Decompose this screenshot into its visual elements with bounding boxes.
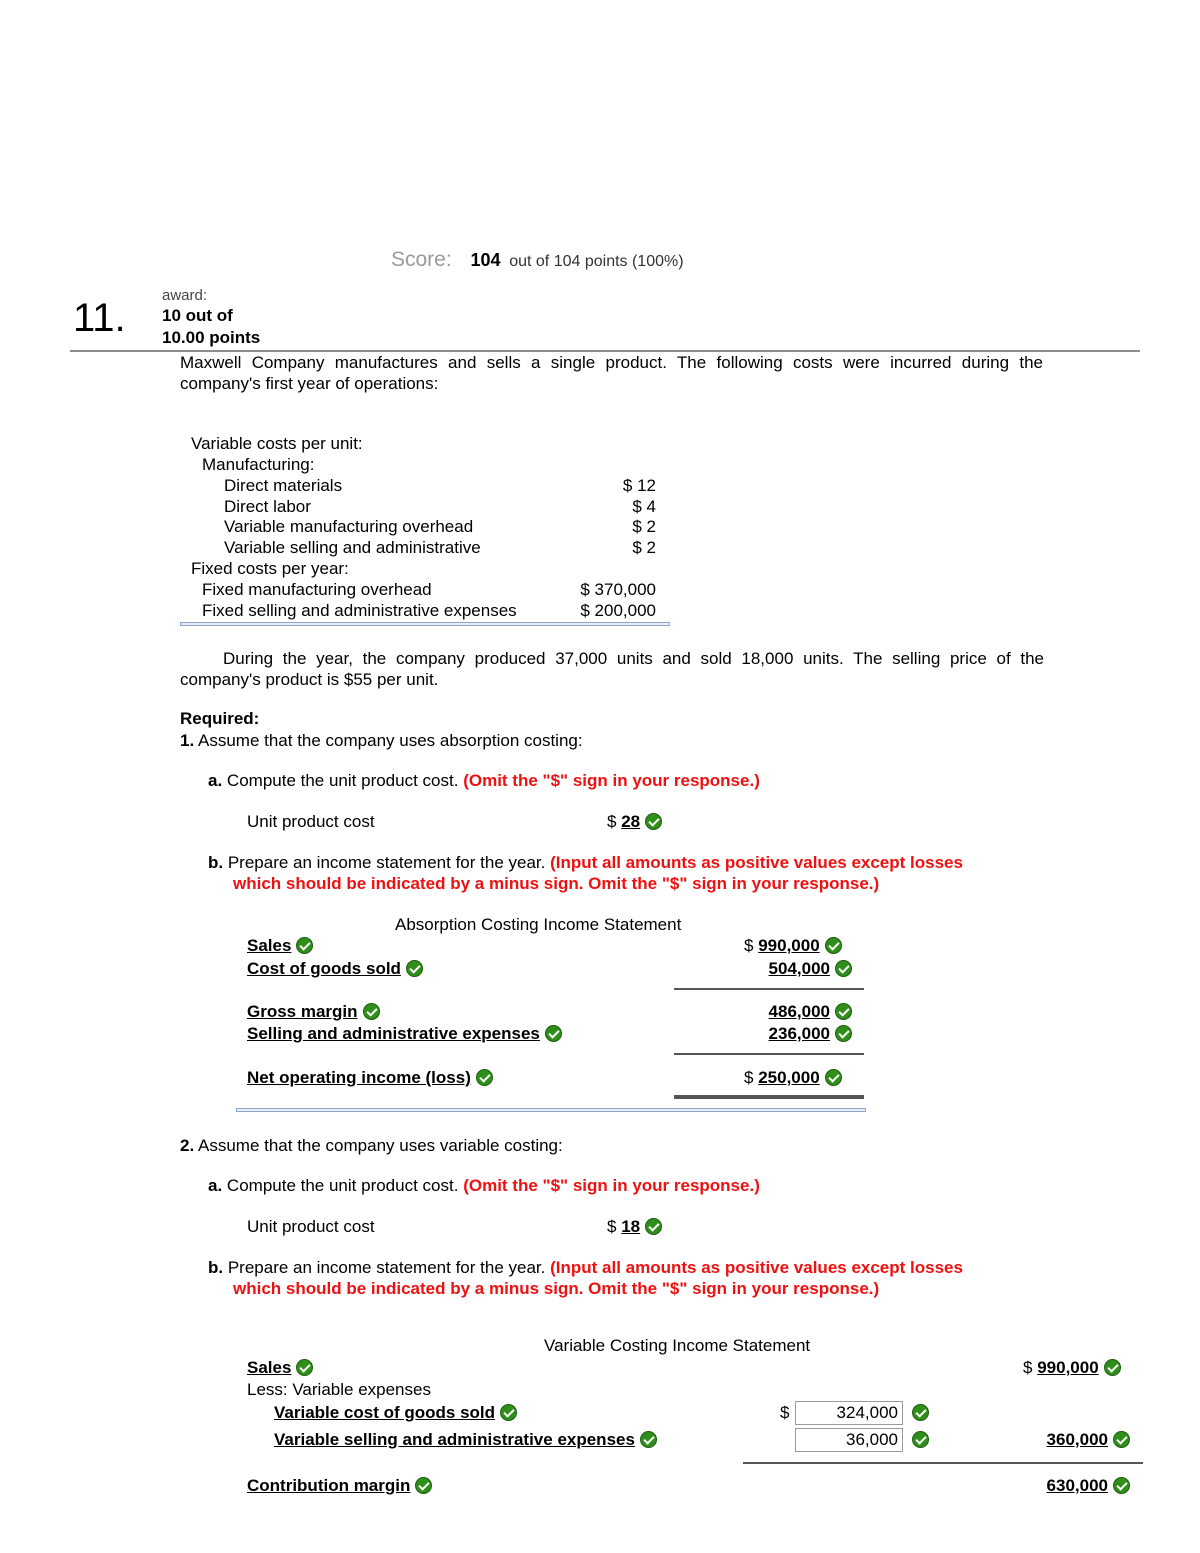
intro-text: Maxwell Company manufactures and sells a single product. The following costs were incurred during the company's first year of operations: [180, 353, 1043, 393]
required-heading: Required: [180, 709, 260, 728]
var-vcogs-label: Variable cost of goods sold [274, 1403, 496, 1422]
cost-value-var-mfg-overhead: $ 2 [632, 517, 656, 536]
abs-sga-label: Selling and administrative expenses [247, 1024, 540, 1043]
var-sales-row [247, 1358, 313, 1378]
var-subtotal-line [743, 1462, 1143, 1464]
check-icon [545, 1025, 562, 1042]
abs-sales-dollar: $ [744, 936, 754, 955]
part1-number: 1. [180, 731, 195, 750]
part2a-text: Compute the unit product cost. [226, 1176, 459, 1195]
var-vcogs-check [907, 1403, 929, 1423]
part2b-note2: which should be indicated by a minus sign. Omit the "$" sign in your response.) [233, 1279, 880, 1298]
abs-sales-row [247, 936, 313, 956]
var-cm-label: Contribution margin [247, 1476, 411, 1495]
var-vsga-input[interactable]: 36,000 [795, 1428, 903, 1452]
abs-noi-dollar: $ [744, 1068, 754, 1087]
check-icon [825, 937, 842, 954]
abs-gross-value: 486,000 [768, 1002, 830, 1021]
check-icon [500, 1404, 517, 1421]
check-icon [825, 1069, 842, 1086]
var-total-amount [980, 1430, 1130, 1450]
check-icon [296, 1359, 313, 1376]
score-label: Score: [391, 248, 452, 271]
cost-label-var-mfg-overhead: Variable manufacturing overhead [224, 517, 474, 536]
var-sales-dollar: $ [1023, 1358, 1033, 1377]
cost-label-direct-labor: Direct labor [224, 497, 311, 516]
abs-total-double-line [674, 1095, 864, 1099]
abs-sga-value: 236,000 [768, 1024, 830, 1043]
cost-label-direct-materials: Direct materials [224, 476, 343, 495]
check-icon [912, 1404, 929, 1421]
var-sales-value: 990,000 [1037, 1358, 1099, 1377]
part2-text: Assume that the company uses variable costing: [197, 1136, 563, 1155]
part1a-letter: a. [208, 771, 223, 790]
var-cm-value: 630,000 [1046, 1476, 1108, 1495]
part2-number: 2. [180, 1136, 195, 1155]
part1b-text: Prepare an income statement for the year. [227, 853, 546, 872]
part1b-note2: which should be indicated by a minus sign. Omit the "$" sign in your response.) [233, 874, 880, 893]
cost-label-fixed-mfg-overhead: Fixed manufacturing overhead [202, 580, 432, 599]
cost-value-direct-labor: $ 4 [632, 497, 656, 516]
check-icon [912, 1431, 929, 1448]
cost-value-fixed-selling-admin: $ 200,000 [580, 601, 656, 620]
abs-cogs-label: Cost of goods sold [247, 959, 401, 978]
var-vcogs-input[interactable]: 324,000 [795, 1401, 903, 1425]
part1a-unit-cost-answer [607, 812, 662, 832]
part2a-unit-cost-answer [607, 1217, 662, 1237]
part1a-instruction [208, 771, 760, 791]
abs-noi-row [247, 1068, 493, 1088]
part2a-dollar: $ [607, 1217, 617, 1236]
var-vsga-label: Variable selling and administrative expenses [274, 1430, 635, 1449]
part1a-dollar: $ [607, 812, 617, 831]
check-icon [476, 1069, 493, 1086]
check-icon [296, 937, 313, 954]
var-sales-amount [1023, 1358, 1121, 1378]
abs-sga-amount [700, 1024, 852, 1044]
score-rest: out of 104 points (100%) [509, 253, 684, 270]
abs-statement-bottom-rule [236, 1108, 866, 1112]
check-icon [1113, 1477, 1130, 1494]
abs-sales-value: 990,000 [758, 936, 820, 955]
check-icon [835, 960, 852, 977]
part2-heading [180, 1136, 563, 1156]
cost-label-fixed-selling-admin: Fixed selling and administrative expenses [202, 601, 517, 620]
cost-table-bottom-rule [180, 622, 670, 626]
check-icon [645, 813, 662, 830]
check-icon [1104, 1359, 1121, 1376]
award-value-line2: 10.00 points [162, 328, 261, 347]
part2b-note1: (Input all amounts as positive values except losses [550, 1258, 963, 1277]
award-label: award: [162, 287, 208, 304]
check-icon [640, 1431, 657, 1448]
abs-noi-value: 250,000 [758, 1068, 820, 1087]
abs-sales-amount [744, 936, 842, 956]
check-icon [645, 1218, 662, 1235]
part1b-note1: (Input all amounts as positive values except losses [550, 853, 963, 872]
part1-heading [180, 731, 583, 751]
score-value: 104 [470, 250, 501, 270]
abs-gross-label: Gross margin [247, 1002, 358, 1021]
cost-value-fixed-mfg-overhead: $ 370,000 [580, 580, 656, 599]
part1b-letter: b. [208, 853, 224, 872]
part1a-unit-cost-label: Unit product cost [247, 812, 375, 831]
abs-sga-row [247, 1024, 562, 1044]
abs-cogs-amount [700, 959, 852, 979]
var-cm-amount [980, 1476, 1130, 1496]
var-vsga-row [274, 1430, 657, 1450]
cost-label-var-selling-admin: Variable selling and administrative [224, 538, 481, 557]
part1b-instruction [208, 853, 963, 873]
abs-subtotal-line-2 [674, 1053, 864, 1055]
abs-subtotal-line [674, 988, 864, 990]
part2b-instruction [208, 1258, 963, 1278]
part2a-unit-cost-value: 18 [621, 1217, 641, 1236]
var-less-label: Less: Variable expenses [247, 1380, 431, 1399]
score-header [391, 248, 684, 272]
part1a-unit-cost-value: 28 [621, 812, 641, 831]
var-cm-row [247, 1476, 432, 1496]
absorption-statement-title: Absorption Costing Income Statement [395, 915, 682, 934]
check-icon [835, 1003, 852, 1020]
abs-cogs-value: 504,000 [768, 959, 830, 978]
part2a-unit-cost-label: Unit product cost [247, 1217, 375, 1236]
abs-cogs-row [247, 959, 423, 979]
part1a-text: Compute the unit product cost. [226, 771, 459, 790]
check-icon [835, 1025, 852, 1042]
manufacturing-header: Manufacturing: [202, 455, 315, 474]
cost-value-direct-materials: $ 12 [622, 476, 656, 495]
part2a-instruction [208, 1176, 760, 1196]
abs-gross-amount [700, 1002, 852, 1022]
abs-sales-label: Sales [247, 936, 292, 955]
var-total-value: 360,000 [1046, 1430, 1108, 1449]
abs-noi-label: Net operating income (loss) [247, 1068, 471, 1087]
abs-noi-amount [744, 1068, 842, 1088]
var-vcogs-row [274, 1403, 517, 1423]
var-vcogs-dollar: $ [780, 1403, 790, 1422]
var-sales-label: Sales [247, 1358, 292, 1377]
part1-text: Assume that the company uses absorption costing: [197, 731, 583, 750]
var-vsga-check [907, 1430, 929, 1450]
question-number: 11. [73, 296, 126, 340]
award-value-line1: 10 out of [162, 306, 233, 325]
variable-costs-header: Variable costs per unit: [191, 434, 363, 453]
part2b-letter: b. [208, 1258, 224, 1277]
part2a-note: (Omit the "$" sign in your response.) [463, 1176, 760, 1195]
abs-gross-row [247, 1002, 380, 1022]
check-icon [363, 1003, 380, 1020]
part2a-letter: a. [208, 1176, 223, 1195]
production-text: During the year, the company produced 37,000 units and sold 18,000 units. The selling price of the company's product is $55 per unit. [180, 649, 1044, 689]
check-icon [1113, 1431, 1130, 1448]
cost-value-var-selling-admin: $ 2 [632, 538, 656, 557]
fixed-costs-header: Fixed costs per year: [191, 559, 349, 578]
check-icon [406, 960, 423, 977]
check-icon [415, 1477, 432, 1494]
part2b-text: Prepare an income statement for the year. [227, 1258, 546, 1277]
variable-statement-title: Variable Costing Income Statement [544, 1336, 811, 1355]
part1a-note: (Omit the "$" sign in your response.) [463, 771, 760, 790]
